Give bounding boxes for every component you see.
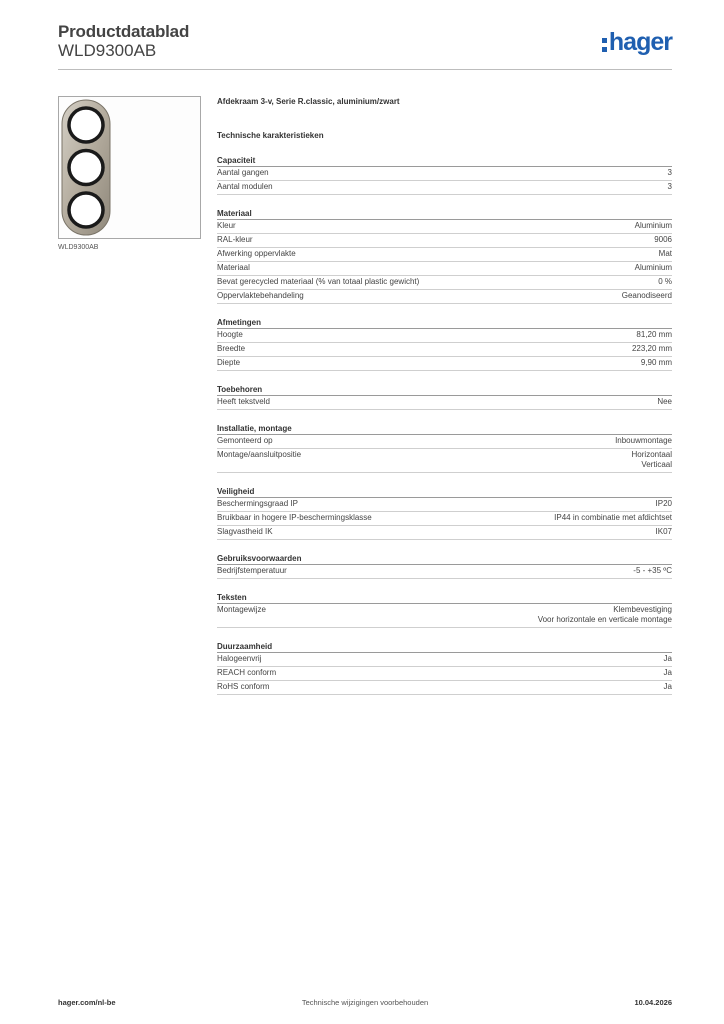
spec-label: Bruikbaar in hogere IP-beschermingsklasse: [217, 513, 372, 522]
section-title: Afmetingen: [217, 317, 672, 329]
spec-row: [217, 512, 672, 526]
header-divider: [58, 69, 672, 70]
spec-value: [538, 605, 672, 625]
footer-website[interactable]: hager.com/nl-be: [58, 998, 116, 1007]
spec-value-line: IP44 in combinatie met afdichtset: [554, 513, 672, 522]
section-title: Capaciteit: [217, 155, 672, 167]
document-title: Productdatablad: [58, 22, 190, 41]
spec-row: [217, 526, 672, 540]
spec-row: [217, 262, 672, 276]
spec-label: Montage/aansluitpositie: [217, 450, 302, 459]
spec-section: [217, 384, 672, 410]
spec-label: Breedte: [217, 344, 246, 353]
section-title: Veiligheid: [217, 486, 672, 498]
spec-row: [217, 498, 672, 512]
spec-value: [632, 344, 672, 354]
spec-value: [656, 499, 672, 509]
spec-value-line: IP20: [655, 499, 672, 508]
spec-value: [668, 182, 672, 192]
spec-value: [668, 168, 672, 178]
spec-value-line: Geanodiseerd: [621, 291, 672, 300]
logo-dots-icon: [602, 38, 607, 52]
spec-section: [217, 317, 672, 371]
spec-value: [615, 436, 672, 446]
spec-value: [641, 358, 672, 368]
spec-value-line: 81,20 mm: [636, 330, 672, 339]
spec-value-line: Ja: [663, 654, 672, 663]
spec-value-line: IK07: [655, 527, 672, 536]
spec-row: [217, 276, 672, 290]
product-image: [58, 96, 201, 239]
spec-label: REACH conform: [217, 668, 277, 677]
spec-label: Heeft tekstveld: [217, 397, 270, 406]
spec-value: [635, 263, 672, 273]
spec-label: Halogeenvrij: [217, 654, 262, 663]
spec-row: [217, 604, 672, 628]
spec-value-line: 223,20 mm: [631, 344, 672, 353]
spec-value-line: Voor horizontale en verticale montage: [537, 615, 672, 624]
spec-label: Beschermingsgraad IP: [217, 499, 298, 508]
section-title: Materiaal: [217, 208, 672, 220]
spec-label: Kleur: [217, 221, 236, 230]
spec-section: [217, 423, 672, 473]
spec-row: [217, 343, 672, 357]
spec-row: [217, 565, 672, 579]
spec-label: Aantal gangen: [217, 168, 269, 177]
spec-value-line: Aluminium: [634, 263, 672, 272]
spec-section: [217, 553, 672, 579]
spec-label: Slagvastheid IK: [217, 527, 273, 536]
spec-value-line: 3: [667, 182, 672, 191]
section-title: Gebruiksvoorwaarden: [217, 553, 672, 565]
section-title: Installatie, montage: [217, 423, 672, 435]
spec-row: [217, 181, 672, 195]
spec-row: [217, 248, 672, 262]
image-caption: WLD9300AB: [58, 244, 99, 251]
spec-value-line: 0 %: [658, 277, 672, 286]
section-title: Teksten: [217, 592, 672, 604]
spec-value-line: 3: [667, 168, 672, 177]
spec-row: [217, 449, 672, 473]
spec-section: [217, 155, 672, 195]
spec-label: Afwerking oppervlakte: [217, 249, 296, 258]
spec-value-line: -5 - +35 ºC: [633, 566, 672, 575]
spec-value: [664, 668, 672, 678]
spec-value-line: Aluminium: [634, 221, 672, 230]
spec-label: Gemonteerd op: [217, 436, 273, 445]
spec-row: [217, 290, 672, 304]
spec-row: [217, 234, 672, 248]
triple-frame-product-image: [59, 97, 200, 238]
spec-row: [217, 435, 672, 449]
spec-value: [635, 221, 672, 231]
spec-label: Oppervlaktebehandeling: [217, 291, 304, 300]
spec-section: [217, 641, 672, 695]
spec-value: [659, 249, 672, 259]
spec-value: [633, 566, 672, 576]
spec-row: [217, 329, 672, 343]
spec-value: [654, 235, 672, 245]
spec-row: [217, 681, 672, 695]
spec-value: [554, 513, 672, 523]
spec-label: Materiaal: [217, 263, 250, 272]
spec-value-line: Ja: [663, 682, 672, 691]
spec-value: [657, 397, 672, 407]
spec-row: [217, 357, 672, 371]
spec-label: RAL-kleur: [217, 235, 253, 244]
spec-label: Diepte: [217, 358, 241, 367]
product-code: WLD9300AB: [58, 41, 157, 60]
spec-label: Montagewijze: [217, 605, 266, 614]
spec-value-line: Inbouwmontage: [615, 436, 672, 445]
spec-value: [658, 277, 672, 287]
spec-label: Aantal modulen: [217, 182, 273, 191]
spec-value-line: Mat: [658, 249, 672, 258]
spec-label: Bevat gerecycled materiaal (% van totaal plastic gewicht): [217, 277, 420, 286]
section-title: Duurzaamheid: [217, 641, 672, 653]
product-description: Afdekraam 3-v, Serie R.classic, aluminium/zwart: [217, 97, 400, 106]
spec-value-line: Ja: [663, 668, 672, 677]
spec-value-line: 9,90 mm: [640, 358, 672, 367]
spec-sections: [217, 155, 672, 695]
spec-value-line: Horizontaal: [631, 450, 672, 459]
hager-logo: [602, 28, 672, 57]
spec-row: [217, 167, 672, 181]
logo-text: hager: [608, 28, 672, 56]
spec-value: [636, 330, 672, 340]
spec-section: [217, 208, 672, 304]
spec-value-line: Verticaal: [641, 460, 672, 469]
spec-label: Bedrijfstemperatuur: [217, 566, 287, 575]
technical-heading: Technische karakteristieken: [217, 131, 324, 140]
spec-value: [632, 450, 672, 470]
spec-value-line: Klembevestiging: [613, 605, 672, 614]
spec-section: [217, 486, 672, 540]
spec-value: [656, 527, 672, 537]
spec-content: [217, 96, 672, 695]
spec-row: [217, 396, 672, 410]
spec-value: [664, 682, 672, 692]
spec-value-line: 9006: [654, 235, 672, 244]
spec-value: [664, 654, 672, 664]
spec-value-line: Nee: [657, 397, 672, 406]
spec-row: [217, 220, 672, 234]
spec-value: [622, 291, 672, 301]
spec-section: [217, 592, 672, 628]
spec-label: RoHS conform: [217, 682, 270, 691]
footer-disclaimer: Technische wijzigingen voorbehouden: [301, 998, 429, 1007]
footer-date: 10.04.2026: [634, 998, 672, 1007]
spec-row: [217, 667, 672, 681]
spec-row: [217, 653, 672, 667]
page-header: [58, 20, 672, 70]
section-title: Toebehoren: [217, 384, 672, 396]
spec-label: Hoogte: [217, 330, 243, 339]
